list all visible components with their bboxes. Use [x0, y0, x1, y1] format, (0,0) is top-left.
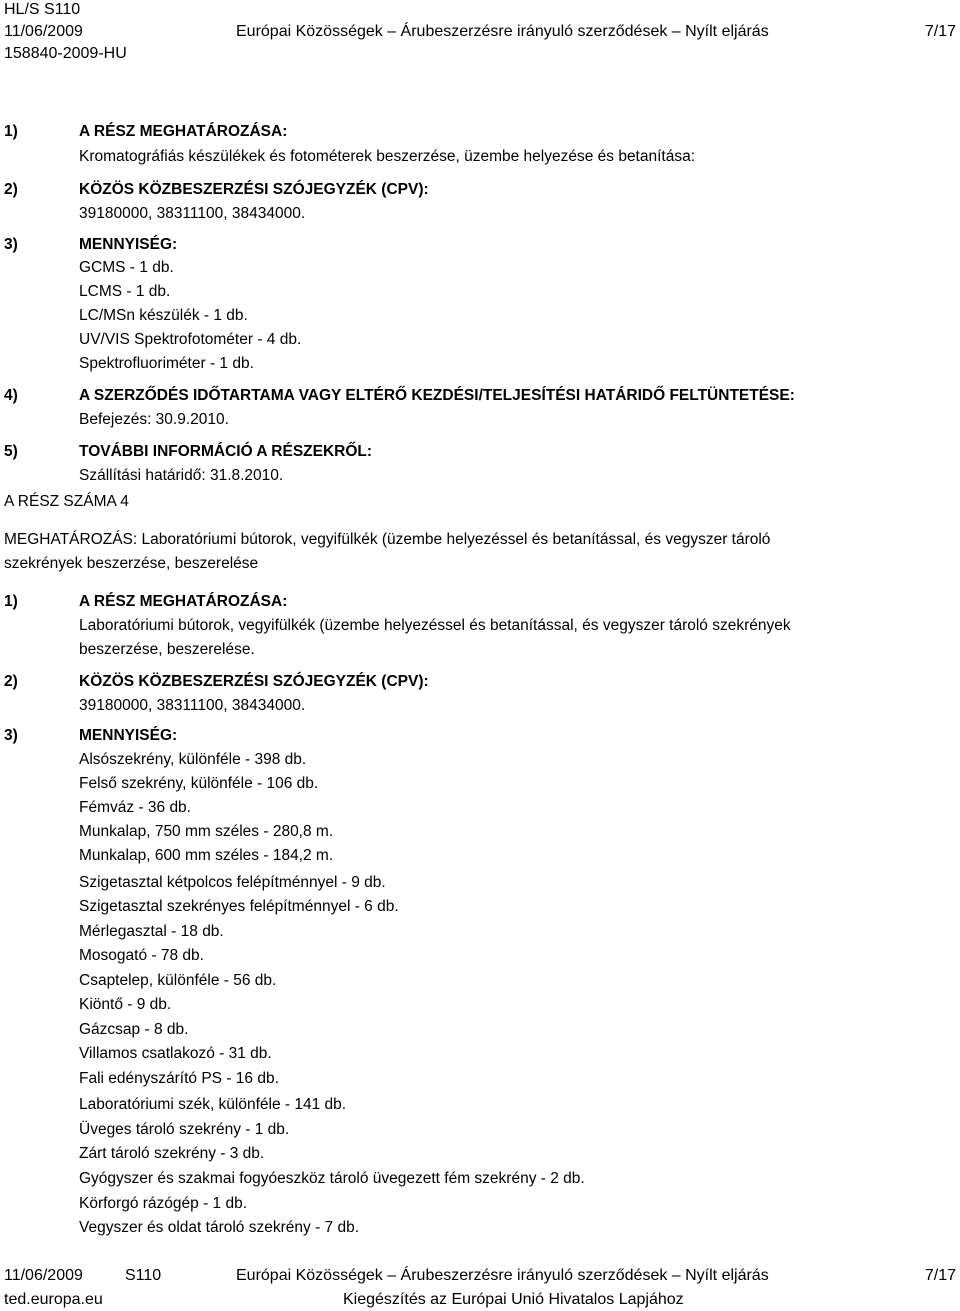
section-text: Laboratóriumi bútorok, vegyifülkék (üzembe helyezéssel és betanítással, és vegyszer tároló szekrények [79, 617, 791, 634]
section-number: 2) [4, 181, 18, 198]
quantity-item: Kiöntő - 9 db. [79, 996, 172, 1013]
header-date: 11/06/2009 [4, 23, 83, 40]
quantity-item: Zárt tároló szekrény - 3 db. [79, 1145, 265, 1162]
section-label: KÖZÖS KÖZBESZERZÉSI SZÓJEGYZÉK (CPV): [79, 181, 429, 198]
quantity-item: Mosogató - 78 db. [79, 947, 204, 964]
quantity-item: Vegyszer és oldat tároló szekrény - 7 db. [79, 1219, 360, 1236]
footer-title: Európai Közösségek – Árubeszerzésre irányuló szerződések – Nyílt eljárás [236, 1267, 769, 1284]
part-heading: A RÉSZ SZÁMA 4 [4, 493, 129, 510]
quantity-item: Munkalap, 600 mm széles - 184,2 m. [79, 847, 334, 864]
header-reference: 158840-2009-HU [4, 45, 127, 62]
quantity-item: LC/MSn készülék - 1 db. [79, 307, 248, 324]
section-label: MENNYISÉG: [79, 727, 178, 744]
quantity-item: Gázcsap - 8 db. [79, 1021, 189, 1038]
section-number: 2) [4, 673, 18, 690]
quantity-item: Felső szekrény, különféle - 106 db. [79, 775, 319, 792]
section-text: 39180000, 38311100, 38434000. [79, 205, 306, 222]
header-page-number: 7/17 [924, 23, 956, 40]
doc-code: HL/S S110 [4, 1, 81, 18]
section-text: Befejezés: 30.9.2010. [79, 411, 229, 428]
quantity-item: GCMS - 1 db. [79, 259, 174, 276]
quantity-item: Fémváz - 36 db. [79, 799, 191, 816]
section-label: MENNYISÉG: [79, 236, 178, 253]
definition-text: MEGHATÁROZÁS: Laboratóriumi bútorok, vegyifülkék (üzembe helyezéssel és betanítással, és vegyszer tároló [4, 531, 771, 548]
section-number: 1) [4, 123, 18, 140]
quantity-item: Laboratóriumi szék, különféle - 141 db. [79, 1096, 347, 1113]
quantity-item: Alsószekrény, különféle - 398 db. [79, 751, 307, 768]
quantity-item: Mérlegasztal - 18 db. [79, 923, 224, 940]
section-text: Szállítási határidő: 31.8.2010. [79, 467, 284, 484]
header-title: Európai Közösségek – Árubeszerzésre irányuló szerződések – Nyílt eljárás [236, 23, 769, 40]
footer-code: S110 [125, 1267, 162, 1284]
quantity-item: LCMS - 1 db. [79, 283, 171, 300]
section-text: Kromatográfiás készülékek és fotométerek beszerzése, üzembe helyezése és betanítása: [79, 148, 696, 165]
quantity-item: Szigetasztal kétpolcos felépítménnyel - 9 db. [79, 874, 386, 891]
quantity-item: Munkalap, 750 mm széles - 280,8 m. [79, 823, 334, 840]
section-label: KÖZÖS KÖZBESZERZÉSI SZÓJEGYZÉK (CPV): [79, 673, 429, 690]
section-number: 3) [4, 727, 18, 744]
section-label: TOVÁBBI INFORMÁCIÓ A RÉSZEKRŐL: [79, 443, 373, 460]
footer-supplement: Kiegészítés az Európai Unió Hivatalos Lapjához [343, 1291, 684, 1308]
section-text: 39180000, 38311100, 38434000. [79, 697, 306, 714]
section-number: 3) [4, 236, 18, 253]
section-text: beszerzése, beszerelése. [79, 641, 255, 658]
section-number: 1) [4, 593, 18, 610]
quantity-item: Üveges tároló szekrény - 1 db. [79, 1121, 290, 1138]
quantity-item: Villamos csatlakozó - 31 db. [79, 1045, 272, 1062]
quantity-item: Körforgó rázógép - 1 db. [79, 1195, 248, 1212]
section-label: A SZERZŐDÉS IDŐTARTAMA VAGY ELTÉRŐ KEZDÉSI/TELJESÍTÉSI HATÁRIDŐ FELTÜNTETÉSE: [79, 387, 795, 404]
quantity-item: Csaptelep, különféle - 56 db. [79, 972, 277, 989]
quantity-item: UV/VIS Spektrofotométer - 4 db. [79, 331, 302, 348]
definition-text: szekrények beszerzése, beszerelése [4, 555, 259, 572]
quantity-item: Gyógyszer és szakmai fogyóeszköz tároló üvegezett fém szekrény - 2 db. [79, 1170, 585, 1187]
section-label: A RÉSZ MEGHATÁROZÁSA: [79, 593, 288, 610]
section-number: 5) [4, 443, 18, 460]
footer-site-link[interactable]: ted.europa.eu [4, 1291, 103, 1308]
quantity-item: Spektrofluoriméter - 1 db. [79, 355, 254, 372]
footer-date: 11/06/2009 [4, 1267, 83, 1284]
footer-page-number: 7/17 [924, 1267, 956, 1284]
section-label: A RÉSZ MEGHATÁROZÁSA: [79, 123, 288, 140]
section-number: 4) [4, 387, 18, 404]
quantity-item: Fali edényszárító PS - 16 db. [79, 1070, 279, 1087]
quantity-item: Szigetasztal szekrényes felépítménnyel - 6 db. [79, 898, 399, 915]
